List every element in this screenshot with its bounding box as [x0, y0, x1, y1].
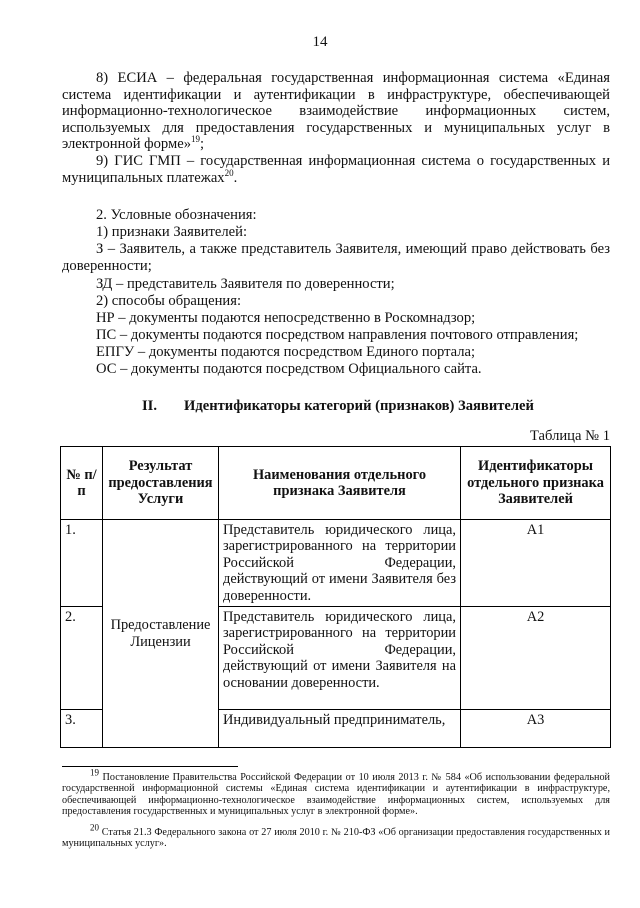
row-name: Представитель юридического лица, зарегистрированного на территории Российской Федерации, действующий от имени Заявителя на основании доверенности.: [219, 607, 461, 710]
legend-z-line: З – Заявитель, а также представитель Заявителя, имеющий право действовать без доверенности;: [62, 241, 610, 274]
legend-method: НР – документы подаются непосредственно в Роскомнадзор;: [96, 310, 476, 326]
item-tail: ;: [200, 136, 205, 153]
header-result: Результат предоставления Услуги: [103, 447, 219, 520]
item-text: 9) ГИС ГМП – государственная информационная система о государственных и муниципальных платежах: [62, 153, 610, 186]
section-title-text: Идентификаторы категорий (признаков) Заявителей: [184, 398, 534, 414]
legend-method: ОС – документы подаются посредством Официального сайта.: [96, 361, 482, 377]
footnote-text: Постановление Правительства Российской Федерации от 10 июля 2013 г. № 584 «Об использовании федеральной государственной информационной системы «Единая система идентификации и аутентификации в инфраструктуре, обеспечивающей информационно-технологическое взаимодействие информационных систем, используемых для предоставления государственных и муниципальных услуг в электронной форме».: [62, 772, 610, 818]
row-num: 1.: [61, 520, 103, 607]
service-cell: Предоставление Лицензии: [103, 520, 219, 748]
legend-method: ПС – документы подаются посредством направления почтового отправления;: [96, 327, 579, 343]
table-header-row: [61, 447, 611, 520]
footnote-number: 20: [90, 822, 99, 833]
footnote-ref[interactable]: 19: [191, 134, 201, 145]
row-num: 3.: [61, 710, 103, 748]
legend-method: ЕПГУ – документы подаются посредством Единого портала;: [96, 344, 476, 360]
item-text: 8) ЕСИА – федеральная государственная информационная система «Единая система идентификации и аутентификации в инфраструктуре, обеспечивающей информационно-технологическое взаимодействие информационных систем, используемых для предоставления государственных и муниципальных услуг в электронной форме»: [62, 70, 610, 153]
footnote-number: 19: [90, 767, 99, 778]
footnote-ref[interactable]: 20: [224, 167, 234, 178]
row-name: Индивидуальный предприниматель,: [219, 710, 461, 748]
item-tail: .: [233, 169, 238, 186]
page-number: 14: [312, 34, 328, 50]
row-num: 2.: [61, 607, 103, 710]
header-identifier: Идентификаторы отдельного признака Заявителей: [461, 447, 611, 520]
legend-subheading-applicants: 1) признаки Заявителей:: [96, 224, 248, 240]
footnote-text: Статья 21.3 Федерального закона от 27 июля 2010 г. № 210-ФЗ «Об организации предоставления государственных и муниципальных услуг».: [62, 827, 611, 850]
footnote-20: [62, 822, 611, 850]
header-name: Наименования отдельного признака Заявителя: [219, 447, 461, 520]
table-row: [61, 520, 611, 607]
legend-subheading-methods: 2) способы обращения:: [96, 293, 242, 309]
legend-heading: 2. Условные обозначения:: [96, 207, 257, 223]
row-name: Представитель юридического лица, зарегистрированного на территории Российской Федерации, действующий от имени Заявителя без доверенности.: [219, 520, 461, 607]
header-num: № п/п: [61, 447, 103, 520]
table-caption: Таблица № 1: [530, 428, 610, 444]
list-item-gis-gmp: [62, 153, 610, 186]
footnote-divider: [62, 766, 238, 767]
row-identifier: А1: [461, 520, 611, 607]
applicant-identifiers-table: [60, 446, 611, 748]
row-identifier: А3: [461, 710, 611, 748]
list-item-esia: [62, 70, 610, 153]
legend-zd-line: ЗД – представитель Заявителя по доверенности;: [96, 276, 395, 292]
footnote-19: [62, 767, 610, 818]
row-identifier: А2: [461, 607, 611, 710]
section-number: II.: [142, 398, 158, 414]
